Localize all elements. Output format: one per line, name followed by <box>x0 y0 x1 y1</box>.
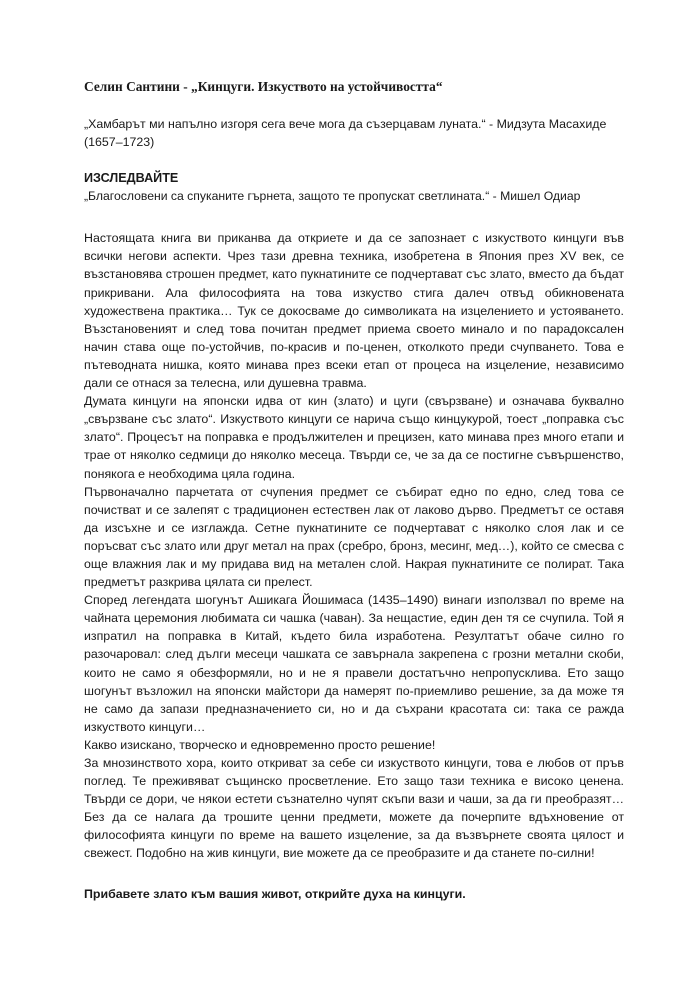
paragraph-exclamation: Какво изискано, творческо и едновременно просто решение! <box>84 737 436 752</box>
paragraph-word-meaning: Думата кинцуги на японски идва от кин (злато) и цуги (свързване) и означава буквално „свързване със злато“. Изкуството кинцуги се нарича също кинцукурой, тоест „поправка със злато“. Процесът на поправка е продължителен и прецизен, като минава през много етапи и трае от няколко седмици до няколко месеца. Твърди се, че за да се постигне съвършенство, понякога е необходима цяла година. <box>84 394 624 481</box>
document-title: Селин Сантини - „Кинцуги. Изкуството на устойчивостта“ <box>84 79 443 94</box>
paragraph-process: Първоначално парчетата от счупения предмет се събират едно по едно, след това се почистват и се залепят с традиционен естествен лак от лаково дърво. Предметът се оставя да изсъхне и се изглажда. Сетне пукнатините се подчертават с няколко слоя лак и се поръсват със злато или друг метал на прах (сребро, бронз, месинг, мед…), който се смесва с още влажния лак и му придава вид на метален слой. Накрая пукнатините се полират. Така предметът разкрива цялата си прелест. <box>84 484 624 590</box>
document-page <box>84 78 624 903</box>
closing-line: Прибавете злато към вашия живот, открийте духа на кинцуги. <box>84 886 466 901</box>
paragraph-intro: Настоящата книга ви приканва да откриете и да се запознает с изкуството кинцуги във всички негови аспекти. Чрез тази древна техника, изобретена в Япония през XV век, се възстановява строшен предмет, като пукнатините се подчертават със злато, вместо да бъдат прикривани. Ала философията на това изкуство стига далеч отвъд обикновената художествена практика… Тук се докосваме до символиката на изцелението и устояването. Възстановеният и след това почитан предмет приема своето минало и по парадоксален начин става още по-устойчив, по-красив и по-ценен, отколкото преди счупването. Това е пътеводната нишка, която минава през всеки етап от процеса на изцеление, независимо дали се отнася за телесна, или душевна травма. <box>84 231 624 391</box>
section-quote: „Благословени са спуканите гърнета, защото те пропускат светлината.“ - Мишел Одиар <box>84 189 581 204</box>
paragraph-legend: Според легендата шогунът Ашикага Йошимаса (1435–1490) винаги използвал по време на чайната церемония любимата си чашка (чаван). За нещастие, един ден тя се счупила. Той я изпратил на поправка в Китай, където била изработена. Резултатът обаче силно го разочаровал: след дълги месеци чашката се завърнала закрепена с грозни метални скоби, които не само я обезформяли, но и не я правели достатъчно непропусклива. Ето защо шогунът възложил на японски майстори да намерят по-приемливо решение, за да може тя не само да запази предназначението си, но и да съхрани красотата си: така се ражда изкуството кинцуги… <box>84 593 624 734</box>
paragraph-inspiration: За мнозинството хора, които откриват за себе си изкуството кинцуги, това е любов от пръв поглед. Те преживяват същинско просветление. Ето защо тази техника е високо ценена. Твърди се дори, че някои естети съзнателно чупят скъпи вази и чаши, за да ги преобразят… Без да се налага да трошите ценни предмети, можете да почерпите вдъхновение от философията кинцуги по време на вашето изцеление, за да възвърнете своята цялост и свежест. Подобно на жив кинцуги, вие можете да се преобразите и да станете по-силни! <box>84 756 624 861</box>
epigraph: „Хамбарът ми напълно изгоря сега вече мога да съзерцавам луната.“ - Мидзута Масахиде (1657–1723) <box>84 117 607 150</box>
section-heading: ИЗСЛЕДВАЙТЕ <box>84 171 179 186</box>
